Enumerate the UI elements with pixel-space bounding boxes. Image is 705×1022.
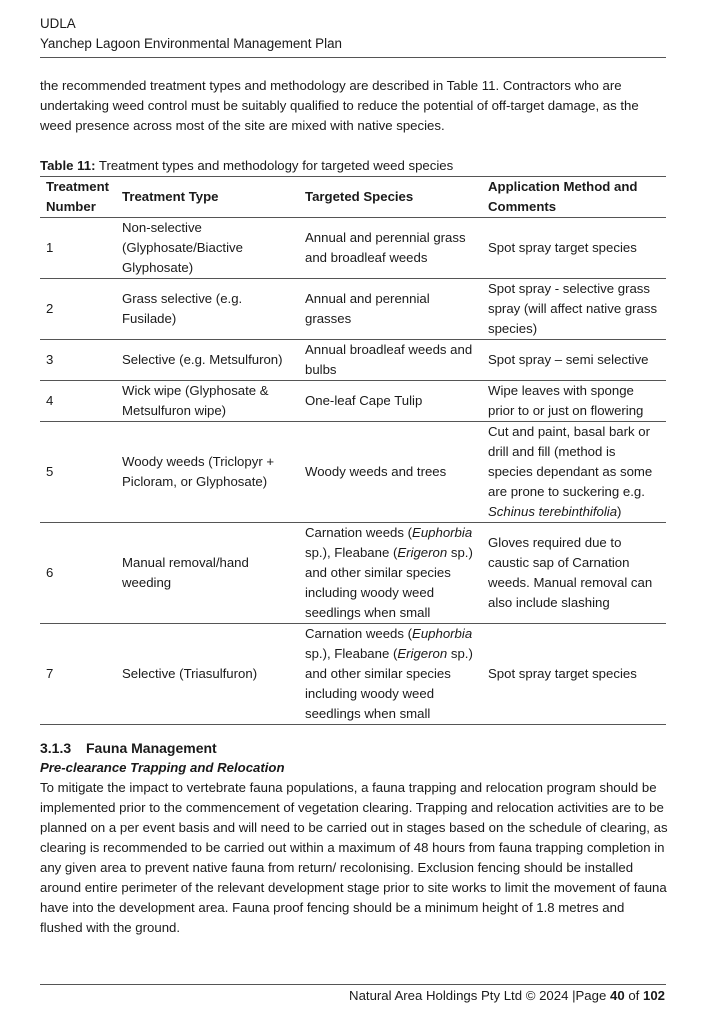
table-row bbox=[40, 624, 666, 725]
section-heading bbox=[40, 738, 666, 758]
text-segment: Spot spray - selective grass spray (will affect native grass species) bbox=[488, 281, 658, 336]
cell-application-method bbox=[482, 523, 666, 624]
italic-text: Euphorbia bbox=[412, 525, 473, 540]
text-segment: Annual and perennial grass and broadleaf weeds bbox=[305, 230, 466, 265]
cell-treatment-type: Non-selective (Glyphosate/Biactive Glyphosate) bbox=[116, 218, 299, 279]
table-caption-label: Table 11: bbox=[40, 158, 96, 173]
text-segment: sp.) and other similar species including woody weed seedlings when small bbox=[305, 646, 473, 721]
footer-page-number: 40 bbox=[609, 988, 625, 1003]
text-segment: sp.) and other similar species including woody weed seedlings when small bbox=[305, 545, 473, 620]
text-segment: sp.), Fleabane ( bbox=[305, 545, 398, 560]
intro-paragraph: the recommended treatment types and methodology are described in Table 11. Contractors who are undertaking weed control must be suitably qualified to reduce the potential of off-target damage, as the weed presence across most of the site are mixed with native species. bbox=[40, 78, 639, 133]
header-divider bbox=[40, 57, 666, 58]
text-segment: ) bbox=[617, 504, 622, 519]
italic-text: Schinus terebinthifolia bbox=[488, 504, 618, 519]
cell-treatment-number: 6 bbox=[40, 523, 116, 624]
italic-text: Erigeron bbox=[397, 545, 448, 560]
section-body: To mitigate the impact to vertebrate fauna populations, a fauna trapping and relocation program should be implemented prior to the commencement of vegetation clearing. Trapping and relocation activities are to be planned on a per event basis and will need to be carried out in stages based on the schedule of clearing, as clearing is recommended to be carried out within a maximum of 48 hours from fauna trapping completion in any given area to prevent native fauna from return/ recolonising. Exclusion fencing should be installed around entire perimeter of the relevant development stage prior to site works to limit the movement of fauna have into the development area. Fauna proof fencing should be a minimum height of 1.8 metres and flushed with the ground. bbox=[40, 780, 668, 935]
text-segment: Spot spray target species bbox=[488, 240, 637, 255]
cell-application-method bbox=[482, 624, 666, 725]
table-caption-text: Treatment types and methodology for targeted weed species bbox=[95, 158, 454, 173]
cell-treatment-type: Manual removal/hand weeding bbox=[116, 523, 299, 624]
header-doc-title: Yanchep Lagoon Environmental Management Plan bbox=[40, 36, 342, 51]
page-footer bbox=[349, 986, 665, 1006]
italic-text: Euphorbia bbox=[412, 626, 473, 641]
cell-targeted-species bbox=[299, 381, 482, 422]
cell-treatment-type: Selective (e.g. Metsulfuron) bbox=[116, 340, 299, 381]
text-segment: sp.), Fleabane ( bbox=[305, 646, 398, 661]
footer-divider bbox=[40, 984, 666, 985]
header-treatment-type: Treatment Type bbox=[116, 177, 299, 218]
cell-treatment-number: 1 bbox=[40, 218, 116, 279]
cell-application-method bbox=[482, 218, 666, 279]
text-segment: Carnation weeds ( bbox=[305, 525, 413, 540]
section-number: 3.1.3 bbox=[40, 740, 72, 756]
italic-text: Erigeron bbox=[397, 646, 448, 661]
table-header-row bbox=[40, 177, 666, 218]
text-segment: Gloves required due to caustic sap of Carnation weeds. Manual removal can also include slashing bbox=[488, 535, 653, 610]
cell-treatment-number: 2 bbox=[40, 279, 116, 340]
header-application-method: Application Method and Comments bbox=[482, 177, 666, 218]
treatment-table bbox=[40, 176, 666, 725]
text-segment: One-leaf Cape Tulip bbox=[305, 393, 423, 408]
cell-treatment-type: Wick wipe (Glyphosate & Metsulfuron wipe) bbox=[116, 381, 299, 422]
cell-application-method bbox=[482, 340, 666, 381]
table-row bbox=[40, 523, 666, 624]
text-segment: Annual broadleaf weeds and bulbs bbox=[305, 342, 473, 377]
cell-treatment-type: Woody weeds (Triclopyr + Picloram, or Glyphosate) bbox=[116, 422, 299, 523]
text-segment: Spot spray target species bbox=[488, 666, 637, 681]
text-segment: Woody weeds and trees bbox=[305, 464, 447, 479]
cell-application-method bbox=[482, 422, 666, 523]
cell-targeted-species bbox=[299, 279, 482, 340]
section-title: Fauna Management bbox=[86, 740, 217, 756]
text-segment: Spot spray – semi selective bbox=[488, 352, 649, 367]
text-segment: Wipe leaves with sponge prior to or just on flowering bbox=[488, 383, 644, 418]
cell-treatment-type: Selective (Triasulfuron) bbox=[116, 624, 299, 725]
cell-application-method bbox=[482, 279, 666, 340]
table-caption bbox=[40, 156, 666, 176]
footer-of: of bbox=[624, 988, 643, 1003]
header-treatment-number: Treatment Number bbox=[40, 177, 116, 218]
text-segment: Carnation weeds ( bbox=[305, 626, 413, 641]
cell-targeted-species bbox=[299, 624, 482, 725]
table-row bbox=[40, 422, 666, 523]
cell-targeted-species bbox=[299, 340, 482, 381]
text-segment: Cut and paint, basal bark or drill and fill (method is species dependant as some are prone to suckering e.g. bbox=[488, 424, 653, 499]
cell-targeted-species bbox=[299, 422, 482, 523]
cell-treatment-number: 3 bbox=[40, 340, 116, 381]
section-subheading: Pre-clearance Trapping and Relocation bbox=[40, 760, 285, 775]
cell-treatment-type: Grass selective (e.g. Fusilade) bbox=[116, 279, 299, 340]
table-row bbox=[40, 218, 666, 279]
cell-targeted-species bbox=[299, 523, 482, 624]
table-row bbox=[40, 279, 666, 340]
cell-targeted-species bbox=[299, 218, 482, 279]
table-body bbox=[40, 218, 666, 725]
table-row bbox=[40, 381, 666, 422]
cell-application-method bbox=[482, 381, 666, 422]
cell-treatment-number: 4 bbox=[40, 381, 116, 422]
fauna-management-section bbox=[40, 738, 666, 938]
table-row bbox=[40, 340, 666, 381]
header-org: UDLA bbox=[40, 16, 76, 31]
footer-total-pages: 102 bbox=[642, 988, 665, 1003]
text-segment: Annual and perennial grasses bbox=[305, 291, 430, 326]
cell-treatment-number: 5 bbox=[40, 422, 116, 523]
header-targeted-species: Targeted Species bbox=[299, 177, 482, 218]
cell-treatment-number: 7 bbox=[40, 624, 116, 725]
footer-company: Natural Area Holdings Pty Ltd © 2024 |Page bbox=[349, 988, 610, 1003]
page-header bbox=[40, 14, 666, 54]
